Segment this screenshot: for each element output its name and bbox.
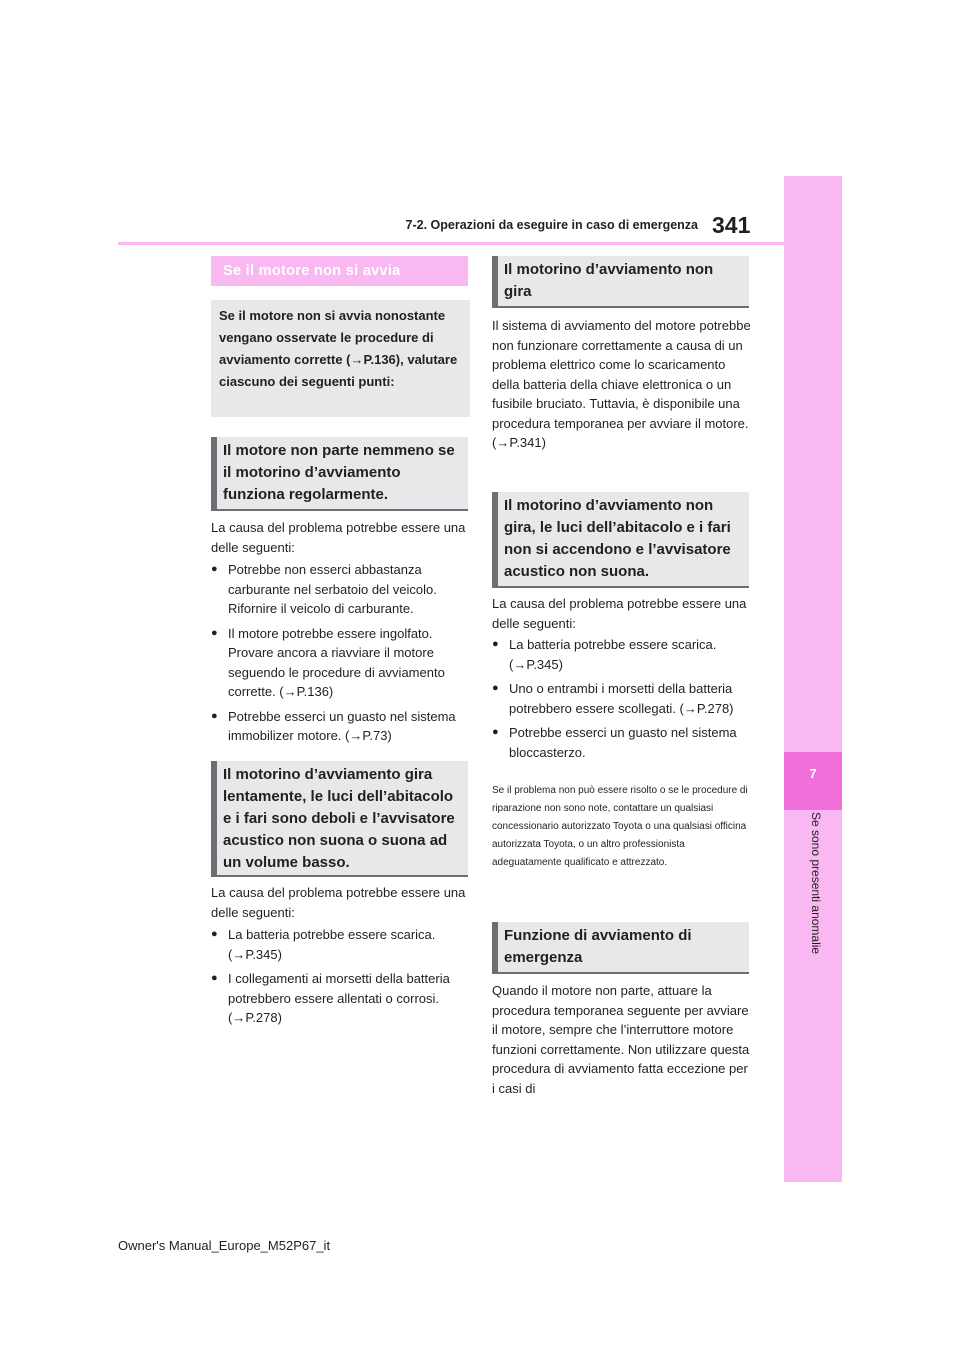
paragraph-cause-intro: La causa del problema potrebbe essere una delle seguenti: [211, 885, 466, 920]
header-rule [118, 242, 784, 245]
footer-manual-id: Owner's Manual_Europe_M52P67_it [118, 1238, 331, 1253]
list-item: ● Potrebbe non esserci abbastanza carburante nel serbatoio del veicolo. Rifornire il veicolo di carburante. [211, 560, 469, 619]
paragraph-emergency-start: Quando il motore non parte, attuare la procedura temporanea seguente per avviare il motore, sempre che l’interruttore motore funzioni correttamente. Non utilizzare questa procedura di avviamento fatta eccezione per i casi di [492, 983, 750, 1096]
subheading-starter-no-turn-lights-off: Il motorino d’avviamento non gira, le luci dell’abitacolo e i fari non si accendono e l’avvisatore acustico non suona. [492, 492, 749, 586]
list-item: ● I collegamenti ai morsetti della batteria potrebbero essere allentati o corrosi. (→P.278) [211, 969, 469, 1028]
subheading-engine-no-start: Il motore non parte nemmeno se il motorino d’avviamento funziona regolarmente. [211, 437, 468, 509]
paragraph-starter-no-turn: Il sistema di avviamento del motore potrebbe non funzionare correttamente a causa di un problema elettrico come lo scaricamento della batteria della chiave elettronica o un fusibile bruciato. Tuttavia, è disponibile una procedura temporanea per avviare il motore. (→P.341) [492, 318, 751, 450]
paragraph-cause-intro: La causa del problema potrebbe essere una delle seguenti: [211, 520, 466, 555]
cause-list [211, 560, 469, 751]
cause-list [492, 635, 750, 767]
intro-box: Se il motore non si avvia nonostante vengano osservate le procedure di avviamento corrette (→P.136), valutare ciascuno dei seguenti punti: [211, 300, 470, 417]
list-item: ● Il motore potrebbe essere ingolfato. Provare ancora a riavviare il motore seguendo le procedure di avviamento corrette. (→P.136) [211, 624, 469, 702]
subheading-starter-no-turn: Il motorino d’avviamento non gira [492, 256, 749, 306]
cause-list [211, 925, 469, 1033]
note-contact-dealer: Se il problema non può essere risolto o se le procedure di riparazione non sono note, contattare un qualsiasi concessionario autorizzato Toyota o una qualsiasi officina autorizzata Toyota, o un altro professionista adeguatamente qualificato e attrezzato. [492, 785, 748, 868]
subheading-starter-slow: Il motorino d’avviamento gira lentamente, le luci dell’abitacolo e i fari sono deboli e l’avvisatore acustico non suona o suona ad un volume basso. [211, 761, 468, 875]
chapter-number: 7 [784, 752, 842, 810]
list-item: ● Potrebbe esserci un guasto nel sistema bloccasterzo. [492, 723, 750, 762]
list-item: ● Uno o entrambi i morsetti della batteria potrebbero essere scollegati. (→P.278) [492, 679, 750, 718]
chapter-side-tab [784, 176, 842, 1182]
list-item: ● Potrebbe esserci un guasto nel sistema immobilizer motore. (→P.73) [211, 707, 469, 746]
chapter-title: Se sono presenti anomalie [809, 812, 823, 955]
page-number: 341 [712, 212, 751, 238]
list-item: ● La batteria potrebbe essere scarica. (→P.345) [492, 635, 750, 674]
section-title: 7-2. Operazioni da eseguire in caso di emergenza [405, 218, 698, 232]
main-heading: Se il motore non si avvia [211, 256, 468, 286]
paragraph-cause-intro: La causa del problema potrebbe essere una delle seguenti: [492, 596, 747, 631]
list-item: ● La batteria potrebbe essere scarica. (→P.345) [211, 925, 469, 964]
subheading-emergency-start: Funzione di avviamento di emergenza [492, 922, 749, 972]
